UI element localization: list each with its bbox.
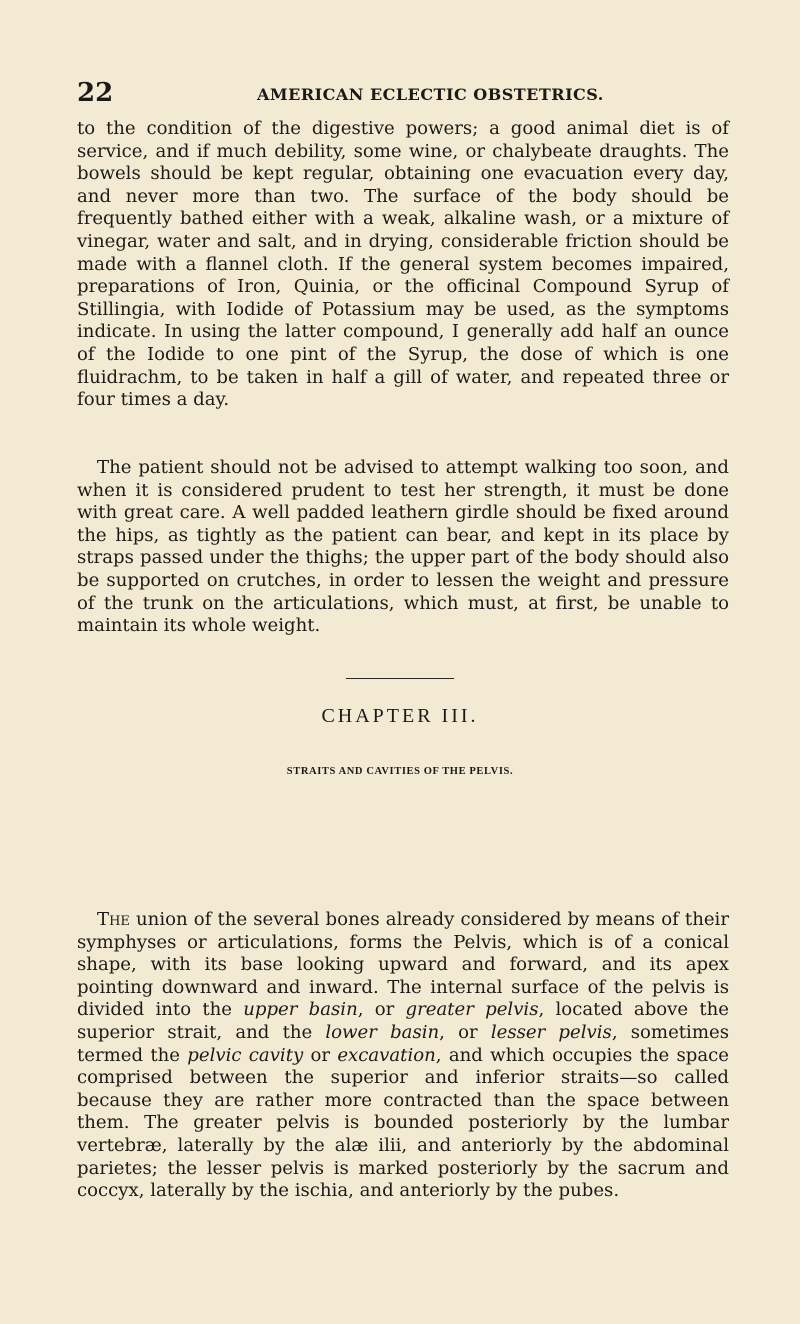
text-run: or [303,1044,338,1066]
italic-term: lower basin [325,1021,440,1043]
text-run: , and which occupies the space comprised between the superior and inferior straits—so called because they are rather more contracted than the space between them. The greater pelvis is bounded posteriorly by the lumbar vertebræ, laterally by the alæ ilii, and anteriorly by the abdominal parietes; the lesser pelvis is marked posteriorly by the sacrum and coccyx, laterally by the ischia, and anteriorly by the pubes. [77,1044,729,1202]
italic-term: excavation [337,1044,436,1066]
paragraph-walking: The patient should not be advised to attempt walking too soon, and when it is considered prudent to test her strength, it must be done with great care. A well padded leathern girdle should be fixed around the hips, as tightly as the patient can bear, and kept in its place by straps passed under the thighs; the upper part of the body should also be supported on crutches, in order to lessen the weight and pressure of the trunk on the articulations, which must, at first, be unable to maintain its whole weight. [77,457,729,637]
text-run: , sometimes termed the [77,1021,729,1066]
italic-term: upper basin [243,999,358,1021]
text-run: union of the several bones already considered by means of their symphyses or articulations, forms the Pelvis, which is of a conical shape, with its base looking upward and forward, and its apex pointing downward and inward. The internal surface of the pelvis is divided into the [77,909,729,1021]
text-run: , located above the superior strait, and the [77,999,729,1043]
text-run: , or [357,999,406,1021]
section-divider [346,678,454,679]
page-number: 22 [77,78,114,108]
paragraph-pelvis [77,909,729,1203]
italic-term: lesser pelvis [490,1021,612,1043]
running-title: AMERICAN ECLECTIC OBSTETRICS. [257,85,604,104]
italic-term: greater pelvis [405,999,539,1021]
chapter-subheading: STRAITS AND CAVITIES OF THE PELVIS. [286,766,514,777]
chapter-heading: CHAPTER III. [321,705,479,727]
paragraph-diet-and-treatment: to the condition of the digestive powers; a good animal diet is of service, and if much debility, some wine, or chalybeate draughts. The bowels should be kept regular, obtaining one evacuation every day, and never more than two. The surface of the body should be frequently bathed either with a weak, alkaline wash, or a mixture of vinegar, water and salt, and in drying, considerable friction should be made with a flannel cloth. If the general system becomes impaired, preparations of Iron, Quinia, or the officinal Compound Syrup of Stillingia, with Iodide of Potassium may be used, as the symptoms indicate. In using the latter compound, I generally add half an ounce of the Iodide to one pint of the Syrup, the dose of which is one fluidrachm, to be taken in half a gill of water, and repeated three or four times a day. [77,118,729,411]
text-run: , or [439,1021,491,1043]
lead-word: The [97,909,130,930]
italic-term: pelvic cavity [187,1044,304,1066]
page-header [77,78,729,110]
